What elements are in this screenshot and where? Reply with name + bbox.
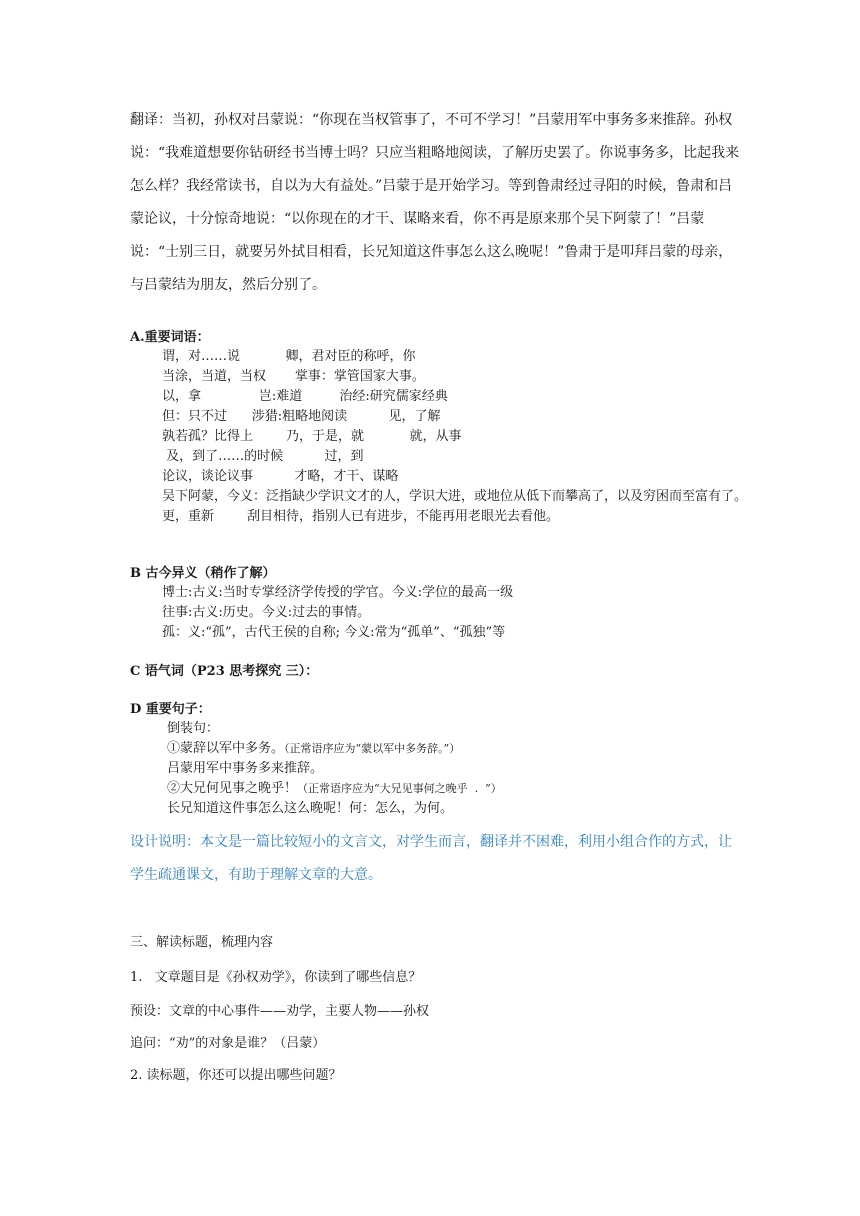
sentence-note: （正常语序应为“大兄见事何之晚乎 . ”）	[297, 782, 502, 795]
design-note: 设计说明：本文是一篇比较短小的文言文，对学生而言，翻译并不困难，利用小组合作的方式，让学生疏通课文，有助于理解文章的大意。	[130, 834, 732, 883]
vocab-line: 孰若孤？比得上 乃，于是，就 就，从事	[162, 429, 462, 444]
question-2: 2. 读标题，你还可以提出哪些问题？	[130, 1068, 342, 1083]
sentence-type: 倒装句：	[167, 721, 220, 736]
section-a-title: A.重要词语：	[130, 330, 210, 345]
follow-up-question: 追问：“劝”的对象是谁？（吕蒙）	[130, 1036, 326, 1051]
meaning-line: 往事:古义:历史。今义:过去的事情。	[162, 605, 371, 620]
sentence-original: ②大兄何见事之晚乎！	[167, 781, 298, 796]
meaning-line: 孤：义:“孤”，古代王侯的自称; 今义:常为“孤单”、“孤独”等	[162, 625, 506, 640]
section-d-list	[130, 719, 750, 819]
sentence-translation: 长兄知道这件事怎么这么晚呢！何：怎么，为何。	[167, 801, 454, 816]
section-d-title: D 重要句子：	[130, 702, 211, 717]
vocab-line: 以，拿 岂:难道 治经:研究儒家经典	[162, 389, 448, 404]
translation-paragraph: 翻译：当初，孙权对吕蒙说：“你现在当权管事了，不可不学习！”吕蒙用军中事务多来推辞。孙权说：“我难道想要你钻研经书当博士吗？只应当粗略地阅读，了解历史罢了。你说事务多，比起我来怎么样？我经常读书，自以为大有益处。”吕蒙于是开始学习。等到鲁肃经过寻阳的时候，鲁肃和吕蒙论议，十分惊奇地说：“以你现在的才干、谋略来看，你不再是原来那个吴下阿蒙了！”吕蒙说：“士别三日，就要另外拭目相看，长兄知道这件事怎么这么晚呢！”鲁肃于是叩拜吕蒙的母亲，与吕蒙结为朋友，然后分别了。	[130, 112, 740, 293]
section-3-title: 三、解读标题，梳理内容	[130, 935, 274, 950]
question-1: 1. 文章题目是《孙权劝学》，你读到了哪些信息？	[130, 970, 422, 985]
vocab-line: 论议，谈论议事 才略，才干、谋略	[162, 469, 399, 484]
vocab-line: 但：只不过 涉猎:粗略地阅读 见，了解	[162, 409, 441, 424]
sentence-translation: 吕蒙用军中事务多来推辞。	[167, 761, 324, 776]
vocab-line: 及，到了……的时候 过，到	[162, 449, 364, 464]
vocab-line: 更，重新 刮目相待，指别人已有进步，不能再用老眼光去看他。	[162, 509, 560, 524]
vocab-line: 当涂，当道，当权 掌事：掌管国家大事。	[162, 369, 425, 384]
sentence-line	[130, 779, 750, 799]
meaning-line: 博士:古义:当时专掌经济学传授的学官。今义:学位的最高一级	[162, 585, 514, 600]
section-a-list	[130, 347, 750, 527]
section-c-title: C 语气词（P23 思考探究 三）：	[130, 664, 319, 679]
sentence-original: ①蒙辞以军中多务。	[167, 741, 285, 756]
vocab-line: 吴下阿蒙，今义：泛指缺少学识文才的人，学识大进，或地位从低下而攀高了，以及穷困而至富有了。	[162, 489, 748, 504]
vocab-line: 谓，对……说 卿，君对臣的称呼，你	[162, 349, 416, 364]
sentence-line	[130, 739, 750, 759]
section-b-list	[130, 583, 750, 643]
presumption: 预设：文章的中心事件——劝学，主要人物——孙权	[130, 1004, 430, 1019]
sentence-note: （正常语序应为“蒙以军中多务辞。”）	[284, 742, 461, 755]
section-b-title: B 古今异义（稍作了解）	[130, 566, 276, 581]
